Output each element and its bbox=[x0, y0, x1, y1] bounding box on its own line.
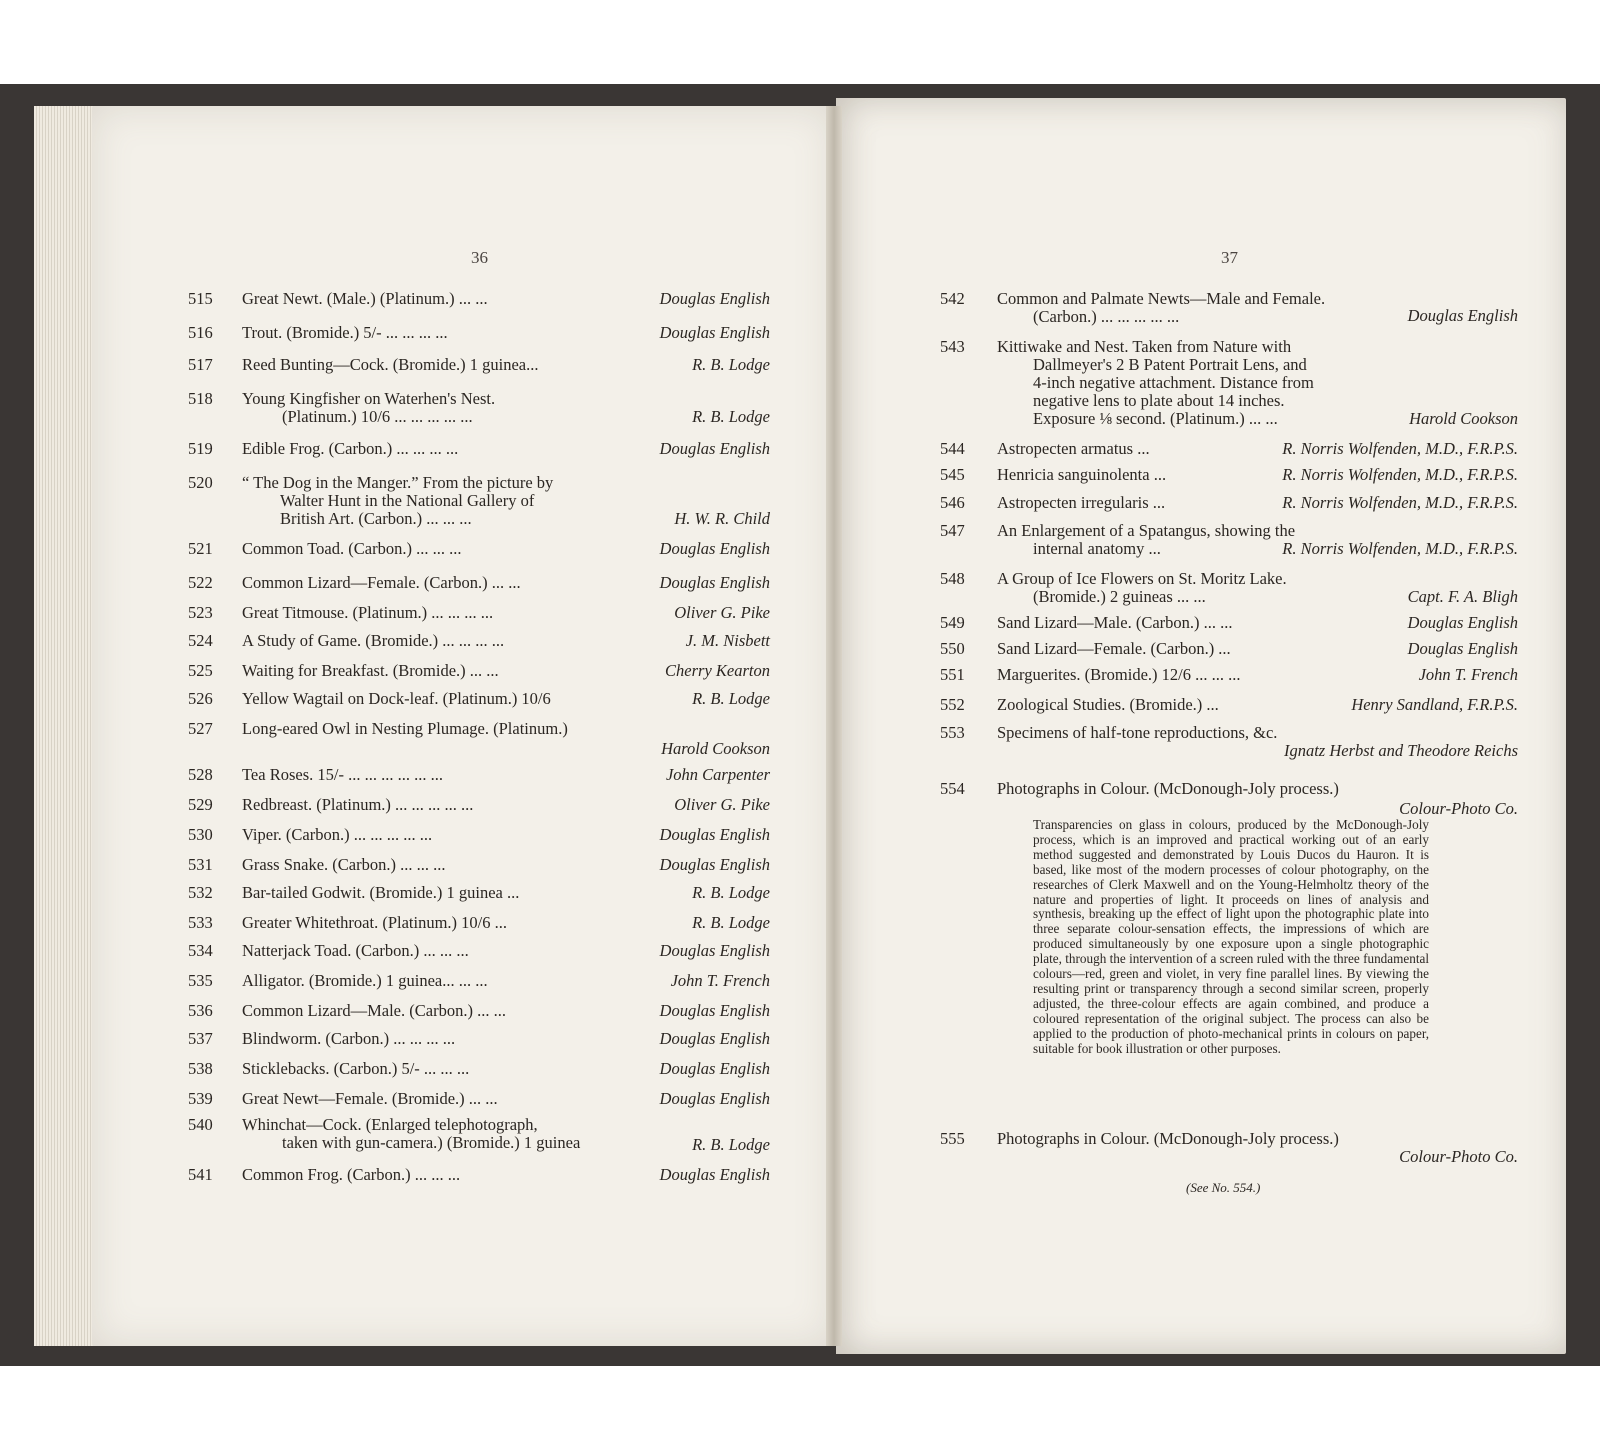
left-entry-title-line: Common Lizard—Male. (Carbon.) ... ... bbox=[242, 1001, 506, 1020]
right-entry-title-line: internal anatomy ... bbox=[1033, 539, 1161, 558]
right-entry-title-line: A Group of Ice Flowers on St. Moritz Lake. bbox=[997, 569, 1287, 588]
left-entry-title-line: Young Kingfisher on Waterhen's Nest. bbox=[242, 389, 496, 408]
right-catalogue-number: 547 bbox=[940, 521, 965, 540]
left-catalogue-number: 538 bbox=[188, 1059, 213, 1078]
left-entry-credit: John Carpenter bbox=[665, 765, 770, 784]
right-entry-credit: Douglas English bbox=[1407, 613, 1518, 632]
left-entry-title-line: Whinchat—Cock. (Enlarged telephotograph, bbox=[242, 1115, 538, 1134]
left-entry-title-line: (Platinum.) 10/6 ... ... ... ... ... bbox=[282, 407, 473, 426]
right-entry-title-line: Zoological Studies. (Bromide.) ... bbox=[997, 695, 1219, 714]
left-entry-title-line: Sticklebacks. (Carbon.) 5/- ... ... ... bbox=[242, 1059, 470, 1078]
left-entry-credit: Douglas English bbox=[659, 1001, 770, 1020]
right-entry-credit: Colour-Photo Co. bbox=[1399, 799, 1518, 818]
right-catalogue-number: 548 bbox=[940, 569, 965, 588]
right-catalogue-number: 553 bbox=[940, 723, 965, 742]
left-entry-title-line: Blindworm. (Carbon.) ... ... ... ... bbox=[242, 1029, 456, 1048]
left-entry-title-line: taken with gun-camera.) (Bromide.) 1 guinea bbox=[282, 1133, 581, 1152]
left-entry-credit: Douglas English bbox=[659, 573, 770, 592]
left-entry-title-line: Walter Hunt in the National Gallery of bbox=[280, 491, 535, 510]
see-reference: (See No. 554.) bbox=[1186, 1180, 1261, 1195]
right-entry-credit: Ignatz Herbst and Theodore Reichs bbox=[1283, 741, 1518, 760]
right-entry-credit: John T. French bbox=[1418, 665, 1518, 684]
left-entry-credit: Douglas English bbox=[659, 855, 770, 874]
left-entry-credit: J. M. Nisbett bbox=[685, 631, 770, 650]
left-entry-title-line: Common Lizard—Female. (Carbon.) ... ... bbox=[242, 573, 521, 592]
left-catalogue-number: 526 bbox=[188, 689, 213, 708]
right-catalogue-number: 551 bbox=[940, 665, 965, 684]
left-entry-credit: Oliver G. Pike bbox=[674, 603, 770, 622]
left-entry-credit: Douglas English bbox=[659, 323, 770, 342]
left-entry-title-line: Waiting for Breakfast. (Bromide.) ... ... bbox=[242, 661, 499, 680]
left-entry-credit: R. B. Lodge bbox=[692, 883, 770, 902]
left-catalogue-number: 540 bbox=[188, 1115, 213, 1134]
left-entry-credit: Douglas English bbox=[659, 1165, 770, 1184]
left-entry-credit: H. W. R. Child bbox=[674, 509, 770, 528]
right-entry-credit: R. Norris Wolfenden, M.D., F.R.P.S. bbox=[1282, 465, 1518, 484]
left-catalogue-number: 521 bbox=[188, 539, 213, 558]
right-entry-title-line: Exposure ⅛ second. (Platinum.) ... ... bbox=[1033, 409, 1278, 428]
right-entry-credit: R. Norris Wolfenden, M.D., F.R.P.S. bbox=[1282, 439, 1518, 458]
right-catalogue-number: 554 bbox=[940, 779, 965, 798]
left-entry-credit: R. B. Lodge bbox=[692, 355, 770, 374]
right-entry-title-line: Dallmeyer's 2 B Patent Portrait Lens, and bbox=[1033, 355, 1307, 374]
left-catalogue-number: 529 bbox=[188, 795, 213, 814]
right-catalogue-number: 544 bbox=[940, 439, 965, 458]
left-catalogue-number: 520 bbox=[188, 473, 213, 492]
left-page-number: 36 bbox=[471, 248, 488, 267]
right-catalogue-number: 550 bbox=[940, 639, 965, 658]
right-entry-title-line: Astropecten irregularis ... bbox=[997, 493, 1166, 512]
right-entry-credit: Douglas English bbox=[1407, 639, 1518, 658]
left-catalogue-number: 539 bbox=[188, 1089, 213, 1108]
right-catalogue-number: 549 bbox=[940, 613, 965, 632]
left-catalogue-number: 535 bbox=[188, 971, 213, 990]
left-entry-credit: Cherry Kearton bbox=[665, 661, 770, 680]
right-entry-title-line: Kittiwake and Nest. Taken from Nature with bbox=[997, 337, 1292, 356]
left-catalogue-number: 537 bbox=[188, 1029, 213, 1048]
left-entry-credit: Douglas English bbox=[659, 941, 770, 960]
left-entry-title-line: Tea Roses. 15/- ... ... ... ... ... ... bbox=[242, 765, 443, 784]
right-entry-title-line: 4-inch negative attachment. Distance from bbox=[1033, 373, 1314, 392]
left-entry-credit: R. B. Lodge bbox=[692, 1135, 770, 1154]
left-catalogue-number: 532 bbox=[188, 883, 213, 902]
left-catalogue-number: 528 bbox=[188, 765, 213, 784]
left-entry-credit: R. B. Lodge bbox=[692, 407, 770, 426]
left-entry-title-line: Trout. (Bromide.) 5/- ... ... ... ... bbox=[242, 323, 448, 342]
left-entry-title-line: Great Titmouse. (Platinum.) ... ... ... ... bbox=[242, 603, 494, 622]
right-catalogue-number: 542 bbox=[940, 289, 965, 308]
right-entry-title-line: Henricia sanguinolenta ... bbox=[997, 465, 1167, 484]
left-entry-title-line: Great Newt. (Male.) (Platinum.) ... ... bbox=[242, 289, 488, 308]
left-catalogue-number: 531 bbox=[188, 855, 213, 874]
left-catalogue-number: 523 bbox=[188, 603, 213, 622]
right-entry-title-line: (Bromide.) 2 guineas ... ... bbox=[1033, 587, 1206, 606]
right-entry-title-line: Marguerites. (Bromide.) 12/6 ... ... ... bbox=[997, 665, 1241, 684]
left-catalogue-number: 533 bbox=[188, 913, 213, 932]
left-entry-credit: R. B. Lodge bbox=[692, 689, 770, 708]
left-entry-credit: John T. French bbox=[670, 971, 770, 990]
left-entry-title-line: Natterjack Toad. (Carbon.) ... ... ... bbox=[242, 941, 469, 960]
right-entry-title-line: Sand Lizard—Male. (Carbon.) ... ... bbox=[997, 613, 1233, 632]
right-entry-credit: Colour-Photo Co. bbox=[1399, 1147, 1518, 1166]
left-entry-title-line: British Art. (Carbon.) ... ... ... bbox=[280, 509, 472, 528]
left-entry-credit: R. B. Lodge bbox=[692, 913, 770, 932]
left-entry-credit: Oliver G. Pike bbox=[674, 795, 770, 814]
left-catalogue-number: 536 bbox=[188, 1001, 213, 1020]
right-catalogue-number: 546 bbox=[940, 493, 965, 512]
left-entry-title-line: Yellow Wagtail on Dock-leaf. (Platinum.) 10/6 bbox=[242, 689, 551, 708]
left-catalogue-number: 541 bbox=[188, 1165, 213, 1184]
left-entry-credit: Douglas English bbox=[659, 1089, 770, 1108]
right-entry-credit: R. Norris Wolfenden, M.D., F.R.P.S. bbox=[1282, 539, 1518, 558]
left-entry-title-line: Redbreast. (Platinum.) ... ... ... ... ... bbox=[242, 795, 474, 814]
right-entry-title-line: negative lens to plate about 14 inches. bbox=[1033, 391, 1285, 410]
process-note: Transparencies on glass in colours, produced by the McDonough-Joly process, which is an improved and practical working out of an early method suggested and demonstrated by Louis Ducos du Hauron. It is based, like most of the modern processes of colour photography, on the researches of Clerk Maxwell and on the Young-Helmholtz theory of the nature and properties of light. It proceeds on lines of analysis and synthesis, breaking up the effect of light upon the photographic plate into three separate colour-sensation effects, the impressions of which are produced simultaneously by one exposure upon a single photographic plate, through the intervention of a screen ruled with the three fundamental colours—red, green and violet, in very fine parallel lines. By viewing the resulting print or transparency through a second similar screen, properly adjusted, the three-colour effects are again combined, and produce a coloured representation of the original subject. The process can also be applied to the production of photo-mechanical prints in colours on paper, suitable for book illustration or other purposes. bbox=[1033, 817, 1429, 1056]
right-entry-title-line: An Enlargement of a Spatangus, showing the bbox=[997, 521, 1296, 540]
left-entry-title-line: Common Frog. (Carbon.) ... ... ... bbox=[242, 1165, 461, 1184]
left-entry-title-line: Greater Whitethroat. (Platinum.) 10/6 ... bbox=[242, 913, 507, 932]
left-entry-credit: Douglas English bbox=[659, 1059, 770, 1078]
left-entry-title-line: “ The Dog in the Manger.” From the picture by bbox=[242, 473, 554, 492]
left-catalogue-number: 515 bbox=[188, 289, 213, 308]
right-entry-credit: Henry Sandland, F.R.P.S. bbox=[1351, 695, 1518, 714]
right-entry-credit: Capt. F. A. Bligh bbox=[1407, 587, 1518, 606]
left-entry-title-line: Alligator. (Bromide.) 1 guinea... ... ... bbox=[242, 971, 488, 990]
left-entry-credit: Harold Cookson bbox=[661, 739, 770, 758]
left-entry-credit: Douglas English bbox=[659, 439, 770, 458]
left-entry-title-line: Common Toad. (Carbon.) ... ... ... bbox=[242, 539, 462, 558]
left-catalogue-number: 522 bbox=[188, 573, 213, 592]
left-catalogue-number: 524 bbox=[188, 631, 213, 650]
right-catalogue-number: 552 bbox=[940, 695, 965, 714]
left-entry-title-line: Great Newt—Female. (Bromide.) ... ... bbox=[242, 1089, 498, 1108]
left-catalogue-number: 527 bbox=[188, 719, 213, 738]
right-catalogue-number: 545 bbox=[940, 465, 965, 484]
left-entry-title-line: Viper. (Carbon.) ... ... ... ... ... bbox=[242, 825, 433, 844]
right-entry-credit: Harold Cookson bbox=[1409, 409, 1518, 428]
book-gutter bbox=[826, 106, 842, 1346]
right-entry-credit: Douglas English bbox=[1407, 306, 1518, 325]
left-catalogue-number: 519 bbox=[188, 439, 213, 458]
left-entry-title-line: Reed Bunting—Cock. (Bromide.) 1 guinea... bbox=[242, 355, 539, 374]
right-catalogue-number: 555 bbox=[940, 1129, 965, 1148]
right-entry-title-line: Photographs in Colour. (McDonough-Joly process.) bbox=[997, 779, 1339, 798]
right-entry-title-line: Photographs in Colour. (McDonough-Joly process.) bbox=[997, 1129, 1339, 1148]
left-entry-credit: Douglas English bbox=[659, 289, 770, 308]
right-entry-title-line: Astropecten armatus ... bbox=[997, 439, 1150, 458]
left-entry-credit: Douglas English bbox=[659, 539, 770, 558]
right-catalogue-number: 543 bbox=[940, 337, 965, 356]
right-entry-title-line: (Carbon.) ... ... ... ... ... bbox=[1033, 307, 1180, 326]
left-entry-title-line: A Study of Game. (Bromide.) ... ... ... ... bbox=[242, 631, 505, 650]
left-catalogue-number: 530 bbox=[188, 825, 213, 844]
left-entry-credit: Douglas English bbox=[659, 1029, 770, 1048]
left-catalogue-number: 517 bbox=[188, 355, 213, 374]
left-entry-title-line: Grass Snake. (Carbon.) ... ... ... bbox=[242, 855, 446, 874]
left-catalogue-number: 534 bbox=[188, 941, 213, 960]
left-entry-title-line: Bar-tailed Godwit. (Bromide.) 1 guinea ... bbox=[242, 883, 520, 902]
left-catalogue-number: 516 bbox=[188, 323, 213, 342]
left-entry-title-line: Edible Frog. (Carbon.) ... ... ... ... bbox=[242, 439, 459, 458]
left-catalogue-number: 525 bbox=[188, 661, 213, 680]
right-entry-title-line: Common and Palmate Newts—Male and Female. bbox=[997, 289, 1326, 308]
left-entry-credit: Douglas English bbox=[659, 825, 770, 844]
right-entry-credit: R. Norris Wolfenden, M.D., F.R.P.S. bbox=[1282, 493, 1518, 512]
left-entry-title-line: Long-eared Owl in Nesting Plumage. (Platinum.) bbox=[242, 719, 568, 738]
right-entry-title-line: Sand Lizard—Female. (Carbon.) ... bbox=[997, 639, 1231, 658]
right-page-number: 37 bbox=[1221, 248, 1238, 267]
right-entry-title-line: Specimens of half-tone reproductions, &c. bbox=[997, 723, 1278, 742]
left-catalogue-number: 518 bbox=[188, 389, 213, 408]
